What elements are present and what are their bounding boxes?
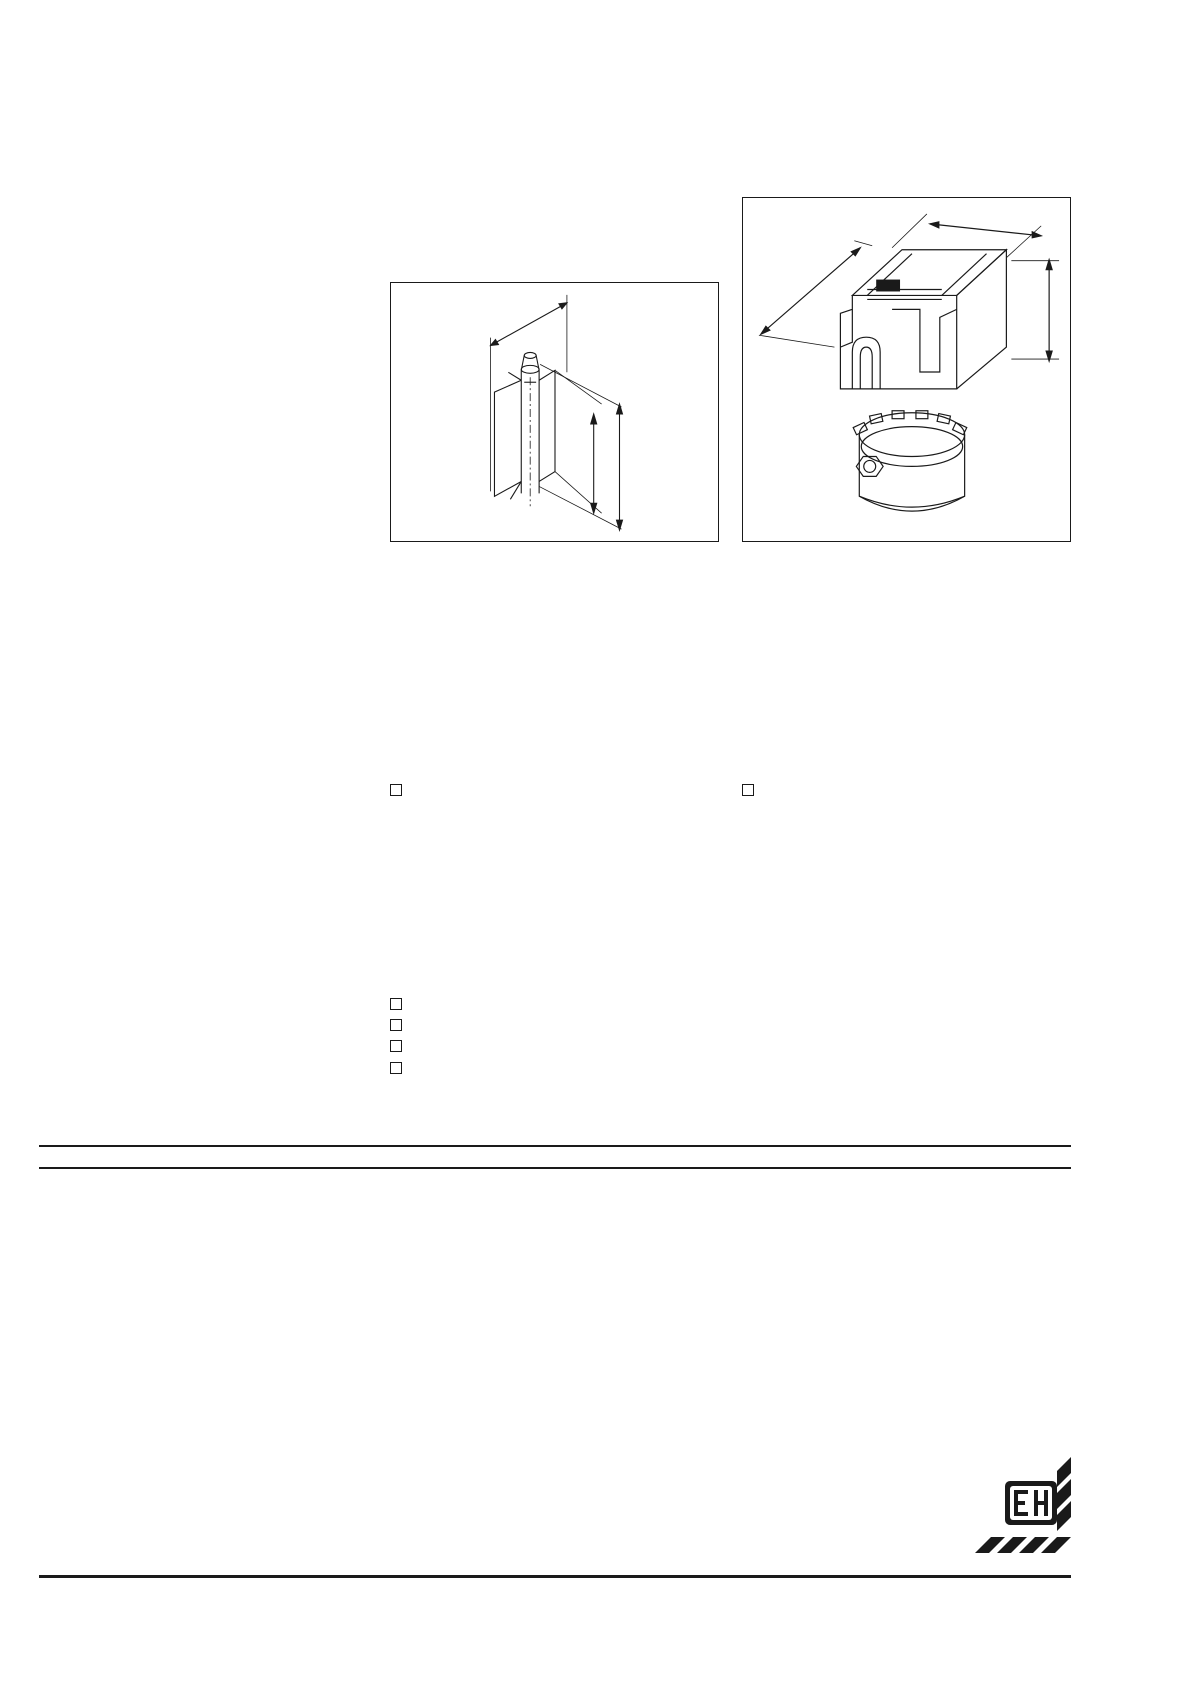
endress-hauser-logo [975,1457,1071,1555]
figure-housing-drawing [742,197,1071,542]
divider-rule [39,1145,1071,1147]
option-checkbox-3[interactable] [390,1040,402,1052]
divider-rule [39,1167,1071,1169]
footer-rule [39,1575,1071,1578]
option-checkbox-left[interactable] [390,784,402,796]
impeller-line-drawing [391,283,718,541]
logo-mark [975,1457,1071,1555]
option-checkbox-right[interactable] [742,784,754,796]
option-checkbox-4[interactable] [390,1062,402,1074]
option-checkbox-2[interactable] [390,1019,402,1031]
option-checkbox-1[interactable] [390,998,402,1010]
figure-impeller-drawing [390,282,719,542]
housing-line-drawing [743,198,1070,541]
